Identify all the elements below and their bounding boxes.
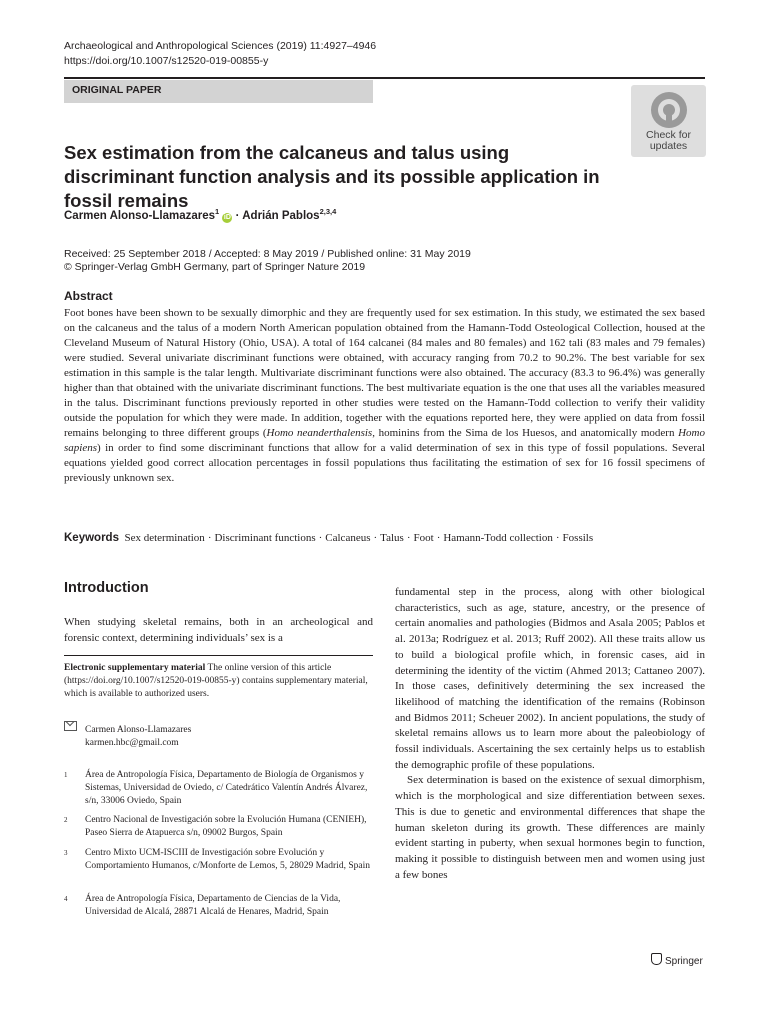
abstract-italic: Homo sapiens <box>64 427 705 454</box>
author-name[interactable]: Carmen Alonso-Llamazares <box>64 209 216 222</box>
introduction-right-column <box>395 585 705 883</box>
copyright-line: © Springer-Verlag GmbH Germany, part of Springer Nature 2019 <box>64 261 366 273</box>
orcid-icon[interactable]: iD <box>223 213 231 221</box>
corresponding-author-email[interactable]: karmen.hbc@gmail.com <box>85 738 179 748</box>
footnote-rule <box>64 655 373 656</box>
keywords <box>64 532 705 544</box>
keyword-separator: · <box>555 532 560 544</box>
keyword: Calcaneus <box>325 532 371 544</box>
author-affiliation-ref: 1 <box>215 207 220 216</box>
author-separator: · <box>235 209 240 222</box>
publisher-name: Springer <box>665 956 703 967</box>
abstract-text: , hominins from the Sima de los Huesos, and anatomically modern <box>372 427 679 439</box>
keywords-label: Keywords <box>64 532 119 544</box>
keyword-separator: · <box>318 532 323 544</box>
affiliation-text: Área de Antropología Física, Departamento de Biología de Organismos y Sistemas, Universidad de Oviedo, c/ Catedrático Valentín Andrés Álvarez, s/n, 33006 Oviedo, Spain <box>85 770 368 806</box>
doi-link[interactable]: https://doi.org/10.1007/s12520-019-00855-y <box>64 55 269 67</box>
introduction-paragraph: Sex determination is based on the existence of sexual dimorphism, which is the morphological and size differentiation between sexes. This is due to genetic and environmental differences that shape the human skeleton during its growth. These differences are mainly evident starting in puberty, when sexual hormones begin to function, making it possible to distinguish between men and women using just a few bones <box>395 774 705 881</box>
received-dates: Received: 25 September 2018 / Accepted: 8 May 2019 / Published online: 31 May 2019 <box>64 248 471 260</box>
header-rule <box>64 77 705 79</box>
affiliation-item <box>64 893 373 919</box>
author-name[interactable]: Adrián Pablos <box>242 209 320 222</box>
affiliation-text: Centro Mixto UCM-ISCIII de Investigación sobre Evolución y Comportamiento Humanos, c/Monforte de Lemos, 5, 28029 Madrid, Spain <box>85 848 370 871</box>
affiliation-number: 3 <box>64 849 68 857</box>
journal-citation: Archaeological and Anthropological Sciences (2019) 11:4927–4946 <box>64 40 377 52</box>
keyword: Discriminant functions <box>214 532 316 544</box>
paper-title: Sex estimation from the calcaneus and talus using discriminant function analysis and its possible application in fossil remains <box>64 142 600 211</box>
journal-header <box>64 39 376 69</box>
keyword-separator: · <box>207 532 212 544</box>
corresponding-author-name: Carmen Alonso-Llamazares <box>85 725 192 735</box>
section-label: ORIGINAL PAPER <box>72 84 162 96</box>
affiliation-text: Centro Nacional de Investigación sobre la Evolución Humana (CENIEH), Paseo Sierra de Atapuerca s/n, 09002 Burgos, Spain <box>85 815 367 838</box>
keyword: Fossils <box>562 532 594 544</box>
keyword-separator: · <box>373 532 378 544</box>
envelope-icon <box>64 721 77 731</box>
keyword: Hamann-Todd collection <box>443 532 553 544</box>
affiliation-number: 1 <box>64 771 68 779</box>
affiliation-item <box>64 847 373 873</box>
check-for-updates-badge[interactable] <box>631 85 706 157</box>
abstract-text: ) in order to find some discriminant functions that allow for a valid determination of sex in this type of fossil populations. Several equations yielded good correct allocation percentages in fossil populations thus facilitating the estimation of sex for 16 fossil specimens of previously unknown sex. <box>64 442 705 484</box>
keyword: Sex determination <box>124 532 205 544</box>
affiliation-item <box>64 814 373 840</box>
badge-line-1: Check for <box>646 129 691 141</box>
abstract-text: Foot bones have been shown to be sexually dimorphic and they are frequently used for sex estimation. In this study, we estimated the sex based on the calcaneus and the talus of a modern North American population obtained from the Hamann-Todd Osteological Collection, housed at the Cleveland Museum of Natural History (Ohio, USA). A total of 164 calcanei (84 males and 80 females) and 162 tali (83 males and 79 females) were studied. Several univariate discriminant functions were obtained, with accuracy ranging from 70.2 to 90.2%. The best variable for sex estimation in this sample is the talar length. Multivariate discriminant functions were also obtained. The accuracy (83.3 to 96.4%) was generally higher than that obtained with the univariate discriminant functions. The best multivariate equation is the one that uses all the variables measured in the talus. Discriminant functions previously reported in other studies were tested on the Hamann-Todd collection to verify their validity outside the population for which they were made. In addition, together with the equations reported here, they were applied on data from fossil remains belonging to three different groups ( <box>64 307 705 439</box>
abstract-heading: Abstract <box>64 289 113 303</box>
bookmark-icon <box>651 92 687 128</box>
keyword: Foot <box>413 532 434 544</box>
author-list <box>64 207 336 223</box>
badge-line-2: updates <box>649 140 688 152</box>
keyword-separator: · <box>406 532 411 544</box>
keyword-separator: · <box>436 532 441 544</box>
introduction-paragraph: fundamental step in the process, along with other biological characteristics, such as age, stature, ancestry, or the presence of certain anomalies and pathologies (Bidmos and Asala 2005; Pablos et al. 2013a; Rodríguez et al. 2013; Ruff 2002). All these traits allow us to build a biological profile which, in forensic cases, aid in determining the identity of the victim (Ahmed 2013; Cattaneo 2007). In those cases, definitively determining the sex increased the likelihood of matching the identification of the remains (Robinson and Bidmos 2011; Scheuer 2002). In ancient populations, the study of skeletal remains allows us to learn more about the paleobiology of fossil individuals. Ascertaining the sex certainly helps us to establish the demographic profile of these populations. <box>395 586 705 771</box>
affiliation-item <box>64 769 373 808</box>
supplementary-note <box>64 662 373 701</box>
author-affiliation-ref: 2,3,4 <box>319 207 337 216</box>
corresponding-author <box>64 721 373 750</box>
introduction-heading: Introduction <box>64 580 149 596</box>
publisher-logo <box>651 953 703 967</box>
publication-history <box>64 248 471 274</box>
springer-horse-icon <box>651 953 662 965</box>
keyword: Talus <box>380 532 404 544</box>
affiliation-number: 4 <box>64 895 68 903</box>
abstract-italic: Homo neanderthalensis <box>266 427 373 439</box>
abstract-body <box>64 306 705 486</box>
affiliation-number: 2 <box>64 816 68 824</box>
supplementary-text: The online version of this article (https://doi.org/10.1007/s12520-019-00855-y) contains supplementary material, which is available to authorized users. <box>64 663 368 699</box>
supplementary-label: Electronic supplementary material <box>64 663 206 673</box>
affiliation-text: Área de Antropología Física, Departamento de Ciencias de la Vida, Universidad de Alcalá, 28871 Alcalá de Henares, Madrid, Spain <box>85 894 341 917</box>
introduction-paragraph-start: When studying skeletal remains, both in an archeological and forensic context, determining individuals’ sex is a <box>64 616 373 644</box>
